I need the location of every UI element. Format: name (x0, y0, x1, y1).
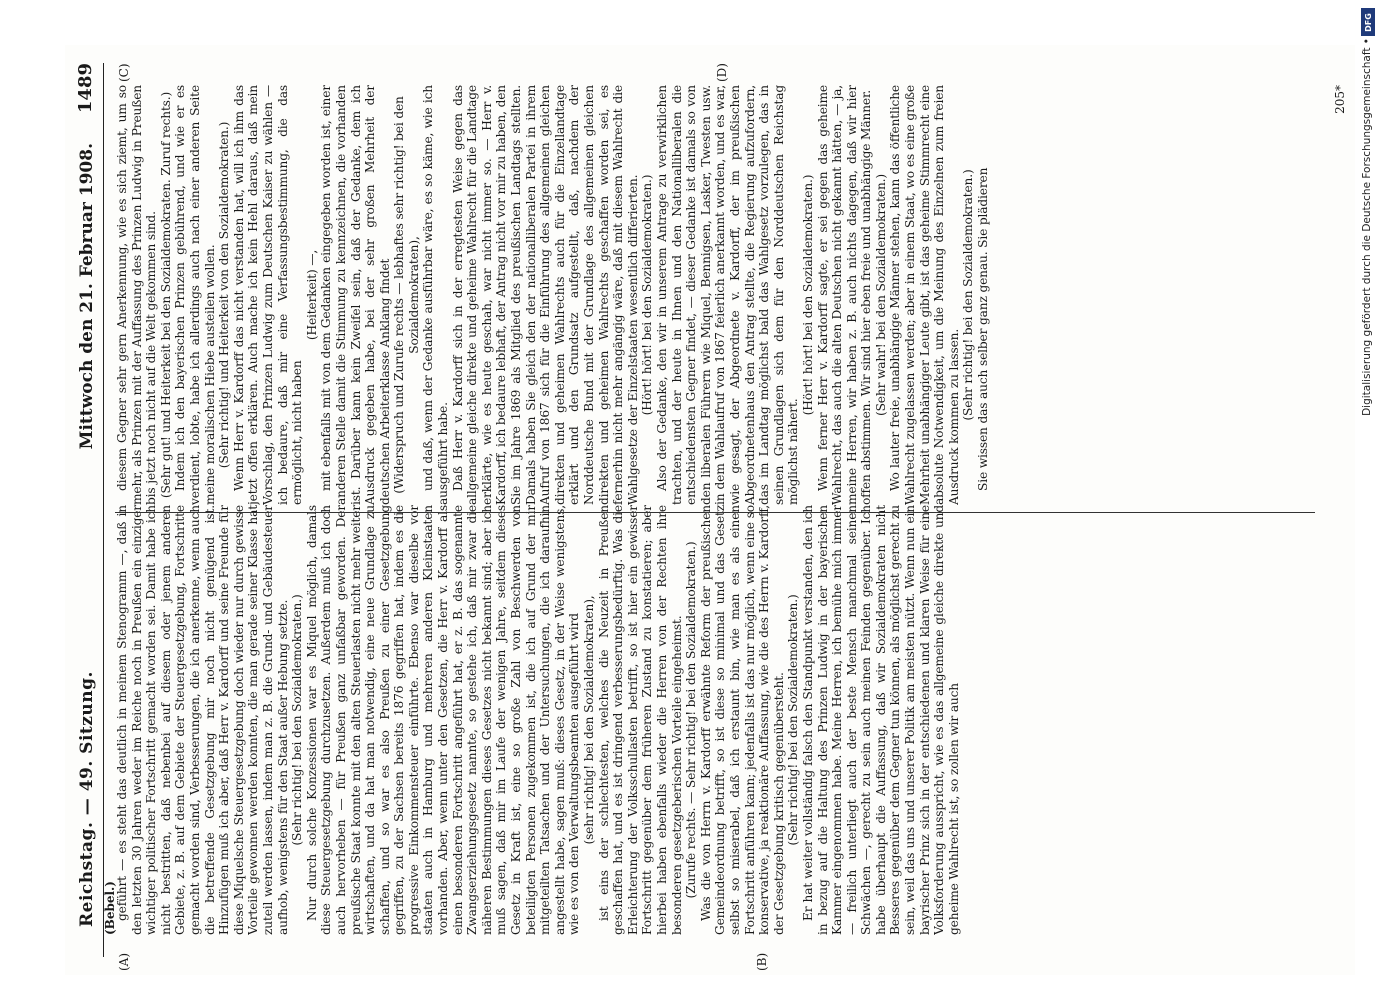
margin-marker-c: (C) (117, 63, 131, 82)
paragraph: ist eins der schlechtesten, welches die Neuzeit in Preußen geschaffen hat, und es ist dringend verbesserungsbedürftig. Was die Erleichterung der Volksschullasten betrifft, so ist hier ein gewisser Fortschritt gegenüber dem früheren Zustand zu konstatieren; aber hierbei haben ebenfalls wieder die Herren von der Rechten ihre besonderen gesetzgeberischen Vorteile eingeheimst. (596, 505, 684, 935)
paragraph: diesem Gegner sehr gern Anerkennung, wie es sich ziemt, um so mehr, als Prinzen mit der Auffassung des Prinzen Ludwig in Preußen bis jetzt noch nicht auf die Welt gekommen sind. (115, 85, 159, 505)
left-column (115, 505, 1335, 935)
paragraph: Wenn Herr v. Kardorff das nicht verstanden hat, will ich ihm das jetzt offen erklären. Auch mache ich kein Hehl daraus, daß mein Vorschlag, den Prinzen Ludwig zum Deutschen Kaiser zu wählen — ich bedaure, daß mir eine Verfassungsbestimmung, die das ermöglicht, nicht haben (231, 85, 305, 505)
margin-marker-d: (D) (715, 63, 729, 82)
footer-number: 205* (1333, 85, 1347, 114)
column-divider (115, 512, 1315, 513)
dfg-logo-text: DFG (1363, 12, 1373, 32)
paragraph: Sie wissen das auch selber ganz genau. Sie plädieren (976, 167, 991, 491)
paragraph: Also der Gedanke, den wir in unserem Antrage zu verwirklichen trachten, und der heute in Ihnen und den Nationalliberalen die entschiedensten Gegner findet, — dieser Gedanke ist damals so von den liberalen Führern wie Miquel, Bennigsen, Lasker, Twesten usw. in dem Wahlaufruf von 1867 feierlich anerkannt worden, und es war, wie gesagt, der Abgeordnete v. Kardorff, der im preußischen Abgeordnetenhaus den Antrag stellte, die Regierung aufzufordern, das im Landtag möglichst bald das Wahlgesetz vorzulegen, das in seinen Grundlagen sich dem für den Norddeutschen Reichstag möglichst nähert. (654, 85, 801, 505)
paragraph: (sehr richtig! bei den Sozialdemokraten), (582, 595, 596, 845)
side-note (1356, 8, 1378, 992)
paragraph: (Sehr wahr! bei den Sozialdemokraten.) (873, 174, 888, 416)
paragraph: (Sehr richtig! bei den Sozialdemokraten.) (290, 594, 305, 846)
paragraph: und daß, wenn der Gedanke ausführbar wäre, es so käme, wie ich ausgeführt habe. (421, 85, 451, 505)
paragraph: (Hört! hört! bei den Sozialdemokraten.) (800, 174, 815, 416)
paragraph: Nur durch solche Konzessionen war es Miquel möglich, damals diese Steuergesetzgebung durchzusetzen. Außerdem muß ich doch auch hervorheben — für Preußen ganz unfaßbar geworden. Der preußische Staat konnte mit den alten Steuerlasten nicht mehr weiter wirtschaften, und da hat man notwendig, eine neue Grundlage zu schaffen, und so war es also Preußen zu einer Gesetzgebung gegriffen, zu der Sachsen bereits 1876 gegriffen hat, indem es die progressive Einkommensteuer einführte. Ebenso war dieselbe vor staaten auch in Hamburg und mehreren anderen Kleinstaaten vorhanden. Aber, wenn unter den Gesetzen, die Herr v. Kardorff als einen besonderen Fortschritt angeführt hat, er z. B. das sogenannte Zwangserziehungsgesetz nannte, so gestehe ich, daß mir zwar die näheren Bestimmungen dieses Gesetzes nicht bekannt sind; aber ich muß sagen, daß mir im Laufe der wenigen Jahre, seitdem dieses Gesetz in Kraft ist, eine so große Zahl von Beschwerden von beteiligten Personen zugekommen ist, die ich auf Grund der mir mitgeteilten Tatsachen und der Untersuchungen, die ich daraufhin angestellt habe, sagen muß: dieses Gesetz, in der Weise wenigstens, wie es von den Verwaltungsbeamten ausgeführt wird (304, 505, 582, 935)
paragraph: Was die von Herrn v. Kardorff erwähnte Reform der preußischen Gemeindeordnung betrifft, so ist diese so minimal und das Gesetz selbst so miserabel, daß ich erstaunt bin, wie man es als einen Fortschritt anführen kann; jedenfalls ist das nur möglich, wenn eine so konservative, ja reaktionäre Auffassung, wie die des Herrn v. Kardorff, der Gesetzgebung kritisch gegenübersteht. (698, 505, 786, 935)
paragraph: geführt — es steht das deutlich in meinem Stenogramm —, daß in den letzten 30 Jahren weder im Reiche noch in Preußen ein einziger wichtiger politischer Fortschritt gemacht worden sei. Damit habe ich nicht bestritten, daß nebenbei auf diesem oder jenem anderen Gebiete, z. B. auf dem Gebiete der Steuergesetzgebung, Fortschritte gemacht worden sind, Verbesserungen, die ich anerkenne, wenn auch die betreffende Gesetzgebung mir noch nicht genügend ist. Hinzufügen muß ich aber, daß Herr v. Kardorff und seine Freunde für diese Miquelsche Steuergesetzgebung doch wieder nur durch gewisse Vorteile gewonnen werden konnten, die man gerade seiner Klasse hat zuteil werden lassen, indem man z. B. die Grund- und Gebäudesteuer aufhob, wenigstens für den Staat außer Hebung setzte. (115, 505, 290, 935)
margin-marker-b: (B) (755, 952, 769, 971)
paragraph: Wenn ferner Herr v. Kardorff sagte, er sei gegen das geheime Wahlrecht, das auch die alten Deutschen nicht gekannt hätten, — ja, meine Herren, wir haben z. B. auch nichts dagegen, daß wir hier offen abstimmen. Wir sind hier eben freie und unabhängige Männer. (815, 85, 874, 505)
paragraph: mit ebenfalls mit von dem Gedanken eingegeben worden ist, einer anderen Stelle damit die Stimmung zu kennzeichnen, die vorhanden ist. Darüber kann kein Zweifel sein, daß der Gedanke, dem ich Ausdruck gegeben habe, bei der sehr großen Mehrheit der deutschen Arbeiterklasse Anklang findet (319, 85, 392, 505)
paragraph: (Sehr richtig! und Heiterkeit von den Sozialdemokraten.) (217, 121, 232, 469)
page-header (73, 63, 104, 957)
paragraph: (Widerspruch und Zurufe rechts — lebhaftes sehr richtig! bei den Sozialdemokraten), (392, 96, 421, 494)
paragraph: (Zurufe rechts. — Sehr richtig! bei den Sozialdemokraten.) (684, 541, 699, 899)
right-column (115, 85, 1335, 505)
header-right: Mittwoch den 21. Februar 1908. (77, 143, 97, 450)
paragraph: (Hört! hört! bei den Sozialdemokraten.) (640, 174, 655, 416)
rotated-document-page (65, 45, 1355, 975)
paragraph: Indem ich den bayerischen Prinzen gebührend, und wie er es verdient, lobte, habe ich allerdings auch nach einer anderen Seite meine moralischen Hiebe austeilen wollen. (173, 85, 217, 505)
paragraph: Wo lauter freie, unabhängige Männer stehen, kann das öffentliche Wahlrecht zugelassen werden; aber in einem Staat, wo es eine große Mehrheit unabhängiger Leute gibt, ist das geheime Stimmrecht eine absolute Notwendigkeit, um die Meinung des Einzelnen zum freien Ausdruck kommen zu lassen. (888, 85, 961, 505)
speaker-marker: (Bebel.) (103, 881, 117, 935)
side-note-text: Digitalisierung gefördert durch die Deutsche Forschungsgemeinschaft • (1361, 38, 1373, 416)
paragraph: (Sehr richtig! bei den Sozialdemokraten.) (961, 169, 976, 421)
paragraph: (Sehr gut! und Heiterkeit bei den Sozialdemokraten. Zuruf rechts.) (158, 91, 173, 499)
header-left: Reichstag. — 49. Sitzung. (77, 671, 97, 927)
margin-marker-a: (A) (117, 952, 131, 971)
paragraph: Er hat weiter vollständig falsch den Standpunkt verstanden, den ich in bezug auf die Haltung des Prinzen Ludwig in der bayerischen Kammer eingenommen habe. Meine Herren, ich bemühe mich immer — freilich unterliegt auch der beste Mensch manchmal seinen Schwächen —, gerecht zu sein auch meinen Feinden gegenüber. Ich habe überhaupt die Auffassung, daß wir Sozialdemokraten nicht Besseres gegenüber dem Gegner tun können, als möglichst gerecht zu sein, weil das uns und unserer Politik am meisten nützt. Wenn nun ein bayrischer Prinz sich in der entschiedenen und klaren Weise für eine Volksforderung ausspricht, wie es das allgemeine gleiche direkte und geheime Wahlrecht ist, so zollen wir auch (800, 505, 961, 935)
paragraph: (Sehr richtig! bei den Sozialdemokraten.) (786, 594, 801, 846)
paragraph: (Heiterkeit) —, (304, 249, 319, 341)
paragraph: Daß Herr v. Kardorff sich in der erregtesten Weise gegen das allgemeine gleiche direkte und geheime Wahlrecht für die Landtage erklärte, wie es heute geschah, war nicht immer so. — Herr v. Kardorff, ich bedaure lebhaft, der Antrag nicht vor mir zu haben, den Sie im Jahre 1869 als Mitglied des preußischen Landtags stellten. Damals haben Sie gleich den der nationalliberalen Partei in ihrem Aufruf von 1867 sich für die Einführung des allgemeinen gleichen direkten und geheimen Wahlrechts auch für die Einzellandtage erklärt und den Grundsatz aufgestellt, daß, nachdem der Norddeutsche Bund mit der Grundlage des allgemeinen gleichen direkten und geheimen Wahlrechts geschaffen worden sei, es fernerhin nicht mehr angängig wäre, daß mit diesem Wahlrecht die Wahlgesetze der Einzelstaaten wesentlich differierten. (450, 85, 640, 505)
page-number: 1489 (75, 63, 96, 114)
